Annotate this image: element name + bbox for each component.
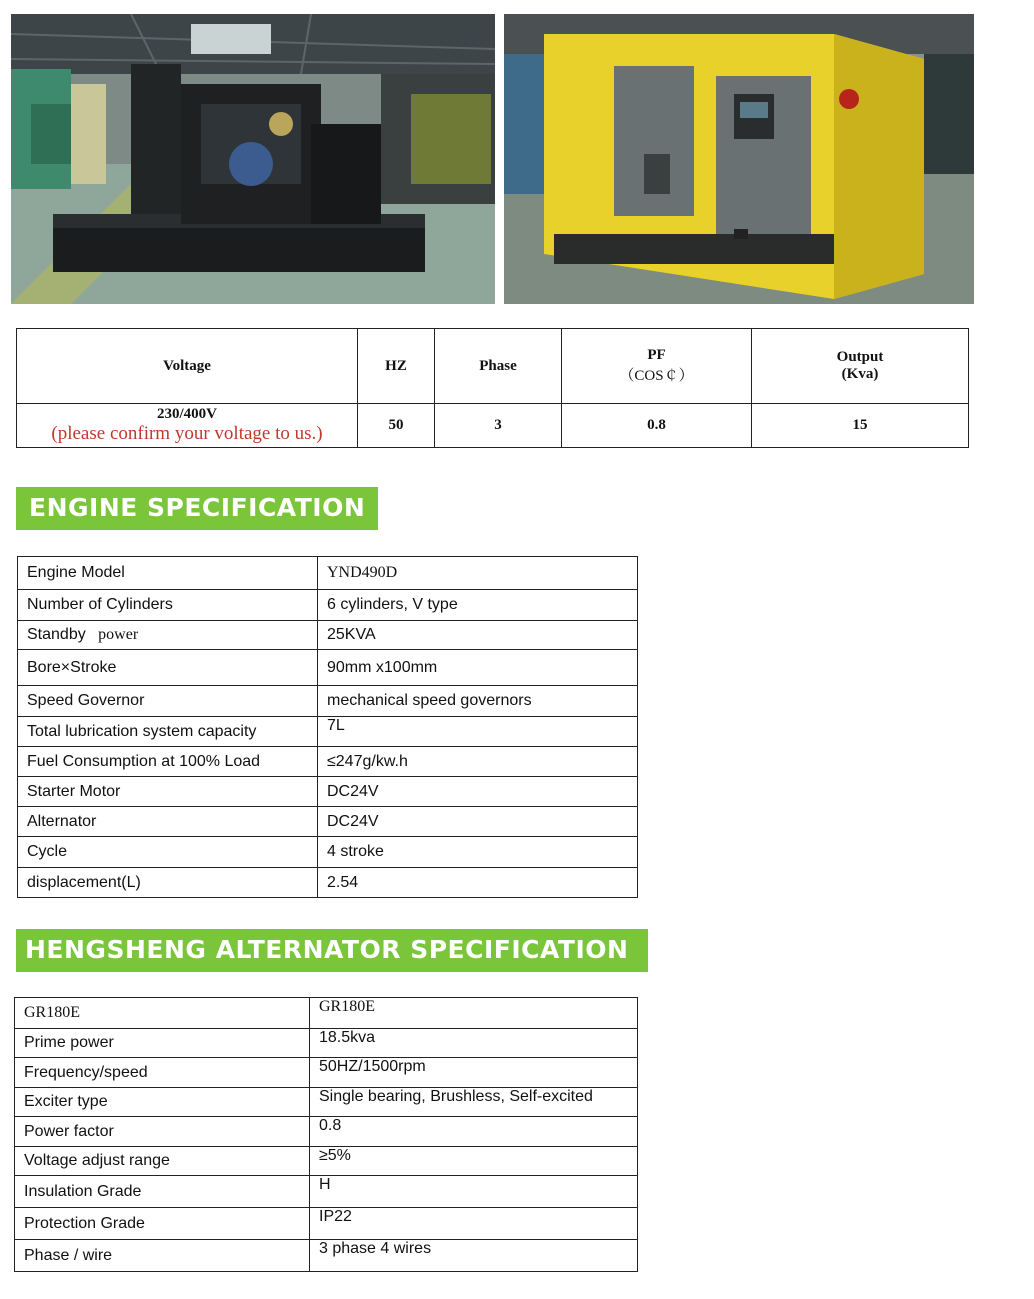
spec-label: Voltage adjust range <box>15 1147 310 1176</box>
table-row <box>18 837 638 868</box>
spec-value: DC24V <box>318 807 638 837</box>
phase-value: 3 <box>435 404 562 448</box>
spec-label: Starter Motor <box>18 777 318 807</box>
pf-header <box>562 329 752 404</box>
table-row <box>18 747 638 777</box>
spec-label-cell <box>18 621 318 650</box>
pf-value: 0.8 <box>562 404 752 448</box>
table-row <box>15 1176 638 1208</box>
table-row <box>15 1240 638 1272</box>
spec-value: 90mm x100mm <box>318 650 638 686</box>
output-header <box>752 329 969 404</box>
spec-value: 2.54 <box>318 868 638 898</box>
spec-label: Exciter type <box>15 1088 310 1117</box>
spec-label: Total lubrication system capacity <box>18 717 318 747</box>
generator-silent-canopy-photo <box>504 14 974 304</box>
spec-label: Engine Model <box>18 557 318 590</box>
table-row <box>18 777 638 807</box>
table-row <box>18 621 638 650</box>
table-row <box>15 998 638 1029</box>
engine-section-title: ENGINE SPECIFICATION <box>16 487 378 530</box>
spec-value: Single bearing, Brushless, Self-excited <box>310 1088 638 1117</box>
alternator-spec-table <box>14 997 638 1272</box>
table-row <box>18 650 638 686</box>
spec-value: ≤247g/kw.h <box>318 747 638 777</box>
voltage-value-cell <box>17 404 358 448</box>
table-row <box>18 590 638 621</box>
spec-label: Power factor <box>15 1117 310 1147</box>
spec-label: Phase / wire <box>15 1240 310 1272</box>
table-row <box>18 807 638 837</box>
spec-value: mechanical speed governors <box>318 686 638 717</box>
spec-value: 18.5kva <box>310 1029 638 1058</box>
spec-label: Insulation Grade <box>15 1176 310 1208</box>
spec-value: GR180E <box>310 998 638 1029</box>
spec-value: IP22 <box>310 1208 638 1240</box>
spec-label: Bore×Stroke <box>18 650 318 686</box>
phase-header: Phase <box>435 329 562 404</box>
spec-value: YND490D <box>318 557 638 590</box>
table-row <box>15 1208 638 1240</box>
spec-label: Cycle <box>18 837 318 868</box>
hz-header: HZ <box>358 329 435 404</box>
table-row <box>18 686 638 717</box>
generator-open-frame-photo <box>11 14 495 304</box>
spec-value: 4 stroke <box>318 837 638 868</box>
table-row <box>18 868 638 898</box>
spec-label: Frequency/speed <box>15 1058 310 1088</box>
voltage-value: 230/400V <box>157 406 217 422</box>
spec-value: DC24V <box>318 777 638 807</box>
pf-header-label: PF <box>647 347 666 363</box>
spec-label: Number of Cylinders <box>18 590 318 621</box>
spec-label: GR180E <box>15 998 310 1029</box>
voltage-note: (please confirm your voltage to us.) <box>51 423 323 444</box>
spec-value: H <box>310 1176 638 1208</box>
table-row <box>15 1029 638 1058</box>
spec-value: ≥5% <box>310 1147 638 1176</box>
spec-label: Fuel Consumption at 100% Load <box>18 747 318 777</box>
spec-value: 3 phase 4 wires <box>310 1240 638 1272</box>
alternator-section-title: HENGSHENG ALTERNATOR SPECIFICATION <box>16 929 648 972</box>
table-row <box>15 1147 638 1176</box>
spec-label: displacement(L) <box>18 868 318 898</box>
voltage-header: Voltage <box>17 329 358 404</box>
spec-label: Protection Grade <box>15 1208 310 1240</box>
spec-label: Speed Governor <box>18 686 318 717</box>
spec-label: Prime power <box>15 1029 310 1058</box>
table-row <box>15 1088 638 1117</box>
pf-header-sub: （COS￠） <box>619 368 694 384</box>
output-value: 15 <box>752 404 969 448</box>
summary-table <box>16 328 969 448</box>
engine-spec-table <box>17 556 638 898</box>
output-header-label: Output <box>836 349 884 365</box>
spec-value: 7L <box>318 717 638 747</box>
output-header-sub: (Kva) <box>841 366 879 382</box>
spec-label-suffix: power <box>98 626 139 643</box>
spec-value: 50HZ/1500rpm <box>310 1058 638 1088</box>
spec-label: Alternator <box>18 807 318 837</box>
hz-value: 50 <box>358 404 435 448</box>
spec-value: 25KVA <box>318 621 638 650</box>
table-row <box>18 717 638 747</box>
table-row <box>15 1058 638 1088</box>
table-row <box>18 557 638 590</box>
spec-value: 0.8 <box>310 1117 638 1147</box>
spec-value: 6 cylinders, V type <box>318 590 638 621</box>
spec-label: Standby <box>27 626 86 643</box>
table-row <box>15 1117 638 1147</box>
